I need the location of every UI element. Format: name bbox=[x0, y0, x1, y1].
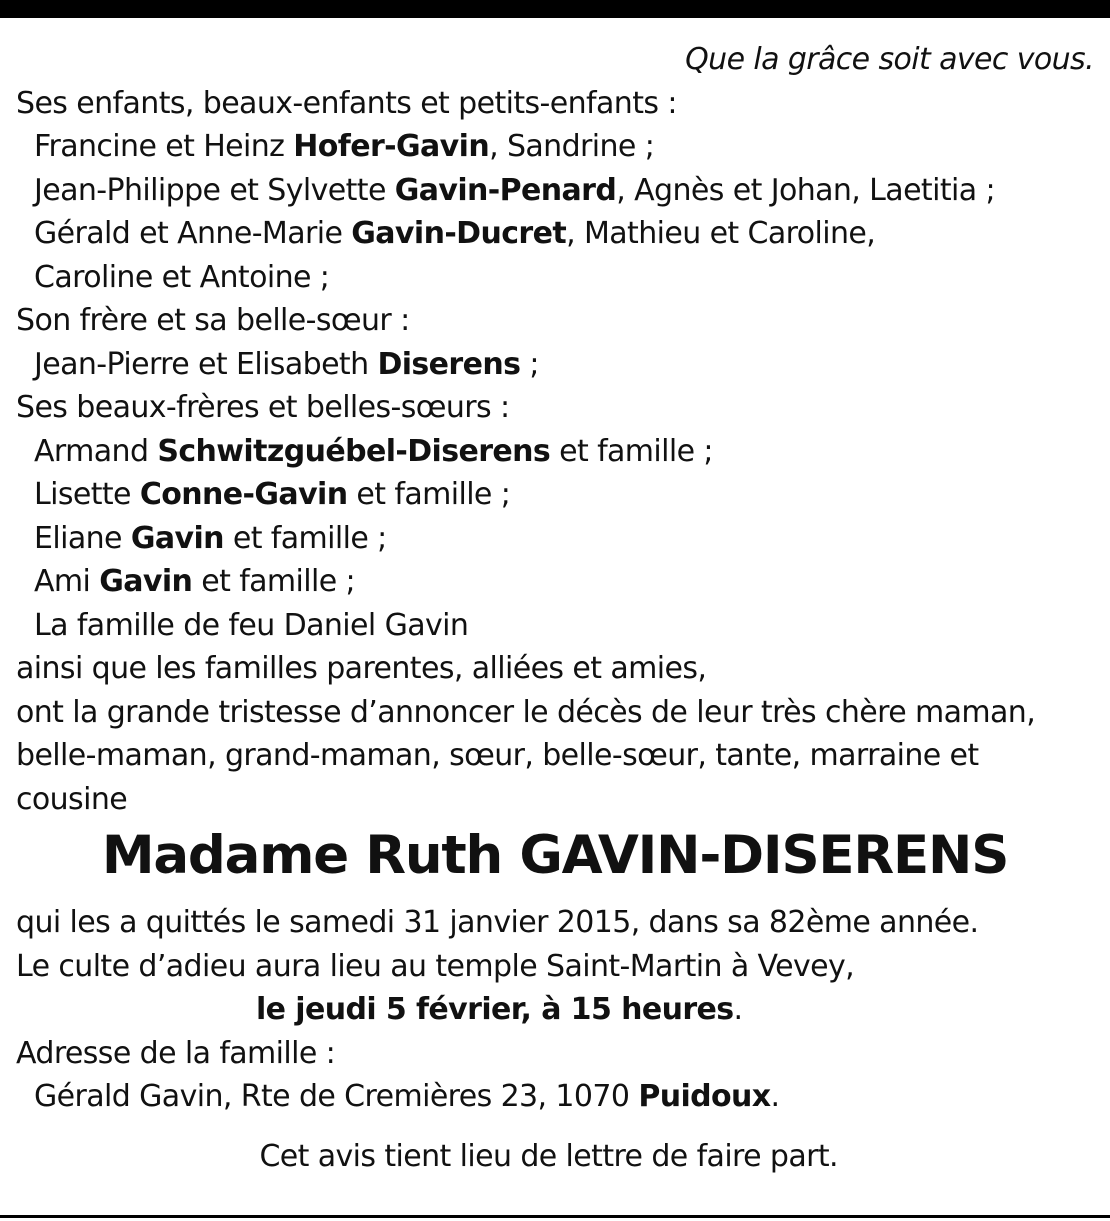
inlaw-line bbox=[16, 517, 1094, 561]
child-extra: , Agnès et Johan, Laetitia ; bbox=[616, 172, 995, 208]
child-names: Jean-Philippe et Sylvette bbox=[34, 172, 395, 208]
child-line bbox=[16, 125, 1094, 169]
service-date-text: le jeudi 5 février, à 15 heures bbox=[256, 992, 734, 1027]
closing-note: Cet avis tient lieu de lettre de faire part. bbox=[259, 1138, 838, 1174]
child-extra: , Sandrine ; bbox=[489, 129, 655, 164]
brother-extra: ; bbox=[520, 346, 539, 382]
inlaw-names: Ami bbox=[34, 564, 100, 599]
inlaw-names: Armand bbox=[34, 433, 158, 469]
brother-line bbox=[16, 343, 1094, 387]
inlaw-names: La famille de feu Daniel Gavin bbox=[34, 607, 469, 643]
intro-children: Ses enfants, beaux-enfants et petits-enfants : bbox=[16, 85, 677, 121]
bottom-rule bbox=[0, 1215, 1110, 1218]
child-extra: , Mathieu et Caroline, bbox=[566, 216, 876, 251]
inlaw-extra: et famille ; bbox=[347, 477, 511, 512]
address-street: Gérald Gavin, Rte de Cremières 23, 1070 bbox=[34, 1079, 639, 1114]
child-names: Caroline et Antoine ; bbox=[34, 259, 330, 295]
brother-names: Jean-Pierre et Elisabeth bbox=[34, 346, 378, 382]
service-date bbox=[16, 988, 1094, 1032]
inlaw-line bbox=[16, 604, 1094, 648]
inlaw-extra: et famille ; bbox=[223, 520, 387, 556]
inlaw-line bbox=[16, 473, 1094, 517]
brother-surname: Diserens bbox=[377, 346, 521, 382]
child-surname: Hofer-Gavin bbox=[293, 129, 490, 164]
address-punct: . bbox=[770, 1079, 780, 1114]
inlaw-names: Eliane bbox=[34, 520, 131, 556]
announce-line: ont la grande tristesse d’annoncer le décès de leur très chère maman, bbox=[16, 694, 1036, 730]
child-line bbox=[16, 212, 1094, 256]
deceased-name: Madame Ruth GAVIN-DISERENS bbox=[101, 825, 1009, 886]
service-line: Le culte d’adieu aura lieu au temple Saint-Martin à Vevey, bbox=[16, 948, 855, 984]
child-line bbox=[16, 256, 1094, 300]
inlaw-names: Lisette bbox=[34, 477, 140, 512]
death-line: qui les a quittés le samedi 31 janvier 2015, dans sa 82ème année. bbox=[16, 905, 979, 940]
inlaw-surname: Gavin bbox=[99, 564, 193, 599]
inlaw-surname: Conne-Gavin bbox=[139, 477, 348, 512]
intro-inlaws: Ses beaux-frères et belles-sœurs : bbox=[16, 390, 510, 425]
child-names: Francine et Heinz bbox=[34, 129, 294, 164]
inlaw-extra: et famille ; bbox=[192, 564, 356, 599]
address-town: Puidoux bbox=[638, 1079, 771, 1114]
motto: Que la grâce soit avec vous. bbox=[685, 42, 1094, 77]
inlaw-extra: et famille ; bbox=[550, 433, 713, 469]
intro-brother: Son frère et sa belle-sœur : bbox=[16, 303, 410, 338]
child-surname: Gavin-Penard bbox=[394, 172, 617, 208]
top-rule bbox=[0, 0, 1110, 18]
child-surname: Gavin-Ducret bbox=[351, 216, 567, 251]
families-line: ainsi que les familles parentes, alliées et amies, bbox=[16, 651, 707, 686]
inlaw-surname: Schwitzguébel-Diserens bbox=[157, 433, 551, 469]
announce-line: belle-maman, grand-maman, sœur, belle-sœur, tante, marraine et bbox=[16, 738, 979, 773]
obituary-notice bbox=[16, 38, 1094, 1178]
inlaw-line bbox=[16, 430, 1094, 474]
child-names: Gérald et Anne-Marie bbox=[34, 216, 352, 251]
address-label: Adresse de la famille : bbox=[16, 1035, 336, 1071]
inlaw-line bbox=[16, 560, 1094, 604]
child-line bbox=[16, 169, 1094, 213]
address-line bbox=[16, 1075, 1094, 1119]
service-date-punct: . bbox=[733, 992, 743, 1027]
inlaw-surname: Gavin bbox=[130, 520, 224, 556]
announce-line: cousine bbox=[16, 781, 128, 817]
